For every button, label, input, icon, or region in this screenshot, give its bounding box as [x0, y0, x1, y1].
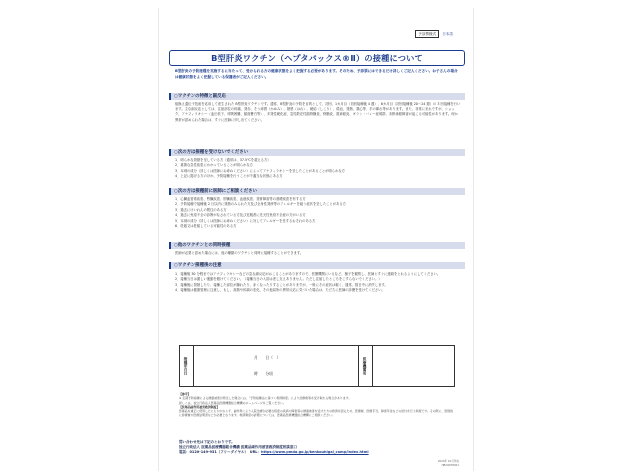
footer-meta [438, 460, 459, 467]
contact-heading: 問い合わせ先は下記のとおりです。 [179, 440, 235, 444]
list-item: 3．接種後に発熱したり、接種した部位が腫れたり、赤くなったりすることがありますが、一般にその症状は軽く、通常、数日中に消失します。 [175, 282, 388, 287]
contact-phone-line [179, 450, 455, 455]
consult-list [175, 197, 461, 229]
page-title-box [169, 50, 465, 66]
list-item: 1．心臓血管系疾患、腎臓疾患、肝臓疾患、血液疾患、発育障害等の基礎疾患を有する方 [175, 197, 306, 201]
time-line: 時 分頃 [254, 371, 273, 376]
contact-org: 独立行政法人 医薬品医療機器総合機構 医薬品副作用被害救済制度相談窓口 [179, 445, 297, 450]
list-item: 4．上記に掲げる方のほか、予防接種を行うことが不適当な状態にある方 [175, 174, 283, 179]
intro-text: B型肝炎の予防接種を実施するに当たって、受けられる方の健康状態をよく把握する必要があります。そのため、予診票にはできるだけ詳しくご記入ください。お子さんの場合は健康状態をよく把握している保護者がご記入ください。 [175, 69, 458, 79]
language-tag: 日本語 [442, 31, 453, 36]
footer-date: 2020年 10月作成 [437, 460, 459, 463]
notes-heading: 【参考】 [179, 392, 191, 396]
list-item: 2．重篤な急性疾患にかかっていることが明らかな方 [175, 163, 253, 168]
date-label: 接種年月日 [180, 346, 194, 386]
section-text-simultaneous: 医師が必要と認めた場合には、他の種類のワクチンと同時に接種することができます。 [175, 251, 304, 255]
list-item: 6．妊娠又は妊娠している可能性のある方 [175, 224, 237, 229]
reference-notes [179, 392, 455, 418]
contact-url-link[interactable]: https://www.pmda.go.jp/kenkouhigai_camp/index.html [261, 450, 369, 455]
list-item: 3．本剤の成分（詳しくは医師にお尋ねください）によってアナフィラキシーを呈したことがあることが明らかな方 [175, 168, 345, 173]
notes-line: ※ 定期予防接種による健康被害が発生した場合には、「予防接種法に基づく救済制度」により治療費等を受け取れる場合があります。 [179, 396, 352, 401]
institution-label: 医療機関名 [359, 346, 373, 386]
list-item: 2．予防接種で接種後 2 日以内に発熱のみられた方及び全身性発疹等のアレルギーを疑う症状を呈したことがある方 [175, 202, 346, 207]
section-text-features: 組換え遺伝子技術を応用して産生された B型肝炎ワクチンです。通常、B型肝炎の予防を目的として、初回、1カ月目（初回接種後 4 週）、6カ月目（初回接種後 20〜24 週）の 3 回接種を行います。主な副反応としては、注射部位の疼痛、発赤、そう痒感（かゆみ）、熱感（はれ）、硬結（しこり）、倦怠、発熱、悪心等、手の痺れ等があります。また、非常にまれですが、ショック、アナフィラキシー（血圧低下、呼吸困難、顔面蒼白等）、多発性硬化症、急性散在性脳脊髄炎、脊髄炎、視神経炎、ギラン・バレー症候群、末梢神経障害が起こる可能性があります。何か異常が認められた場合は、すぐに医師に申し出てください。 [175, 102, 461, 122]
section-heading-simultaneous: ○他のワクチンとの同時接種 [169, 242, 465, 249]
list-item: 1．明らかな発熱を呈している方（通常は、37.5℃を超える方） [175, 158, 271, 162]
notes-subheading: 【医薬品副作用被害救済制度】 [179, 404, 220, 409]
footer-code: HB2Q6TR001 [441, 463, 459, 467]
header-tags [415, 30, 453, 38]
list-item: 5．本剤の成分（詳しくは医師にお尋ねください）に対してアレルギーを呈するおそれのある方 [175, 218, 316, 223]
list-item: 1．接種後 30 分程まではアナフィラキシーなどの急な副反応がおこることがありますので、医療機関にいるなど、様子を観察し、医師とすぐに連絡をとれるようにしてください。 [175, 272, 441, 276]
form-tag: 予診票様式 [415, 30, 439, 38]
document-page [158, 8, 474, 471]
list-item: 3．過去にけいれんの既往のある方 [175, 207, 227, 212]
institution-field[interactable] [358, 346, 454, 386]
contraindication-list [175, 158, 461, 180]
list-item: 4．接種後は健康管理に注意し、もし、高熱や体調の変化、その他局所の異常反応に気づいた場合は、ただちに医師の診療を受けてください。 [175, 288, 385, 293]
date-field[interactable] [194, 346, 358, 386]
section-heading-contraindications: ○次の方は接種を受けないでください [169, 149, 465, 156]
list-item: 2．接種当日は激しい運動を避けてください。（接種当日の入浴は差し支えありません。ただし注射したところをこすらないでください。） [175, 277, 382, 282]
notes-line: 詳しくは、独立行政法人医薬品医療機器総合機構のホームページをご覧ください。 [179, 400, 286, 405]
date-line: 月 日（ ） [254, 355, 281, 360]
contact-block [179, 440, 455, 456]
section-heading-features: ○ワクチンの特徴と副反応 [169, 93, 465, 100]
aftercare-list [175, 272, 461, 294]
contact-phone: 電話：0120-149-931（フリーダイヤル） URL： [179, 450, 262, 455]
page-title: B型肝炎ワクチン（ヘプタバックス®Ⅱ）の接種について [211, 52, 423, 63]
section-heading-aftercare: ○ワクチン接種後の注意 [169, 262, 465, 269]
vaccination-record-box [179, 345, 455, 387]
notes-line: 医薬品を適正に使用したにもかかわらず、副作用により入院治療が必要な程度の疾病や障害等の健康被害を受けた方の救済を図るため、医療費、医療手当、障害年金などの給付を行う制度です。その際に、原則的に診療費や医療証明書などが必要となります。救済制度の詳細については、医薬品医療機器総合機構にご相談ください。 [179, 409, 454, 418]
section-heading-consult: ○次の方は接種前に医師にご相談ください [169, 188, 465, 195]
list-item: 4．過去に免疫不全の診断がなされている方及び近親者に先天性免疫不全症の方がいる方 [175, 213, 306, 218]
